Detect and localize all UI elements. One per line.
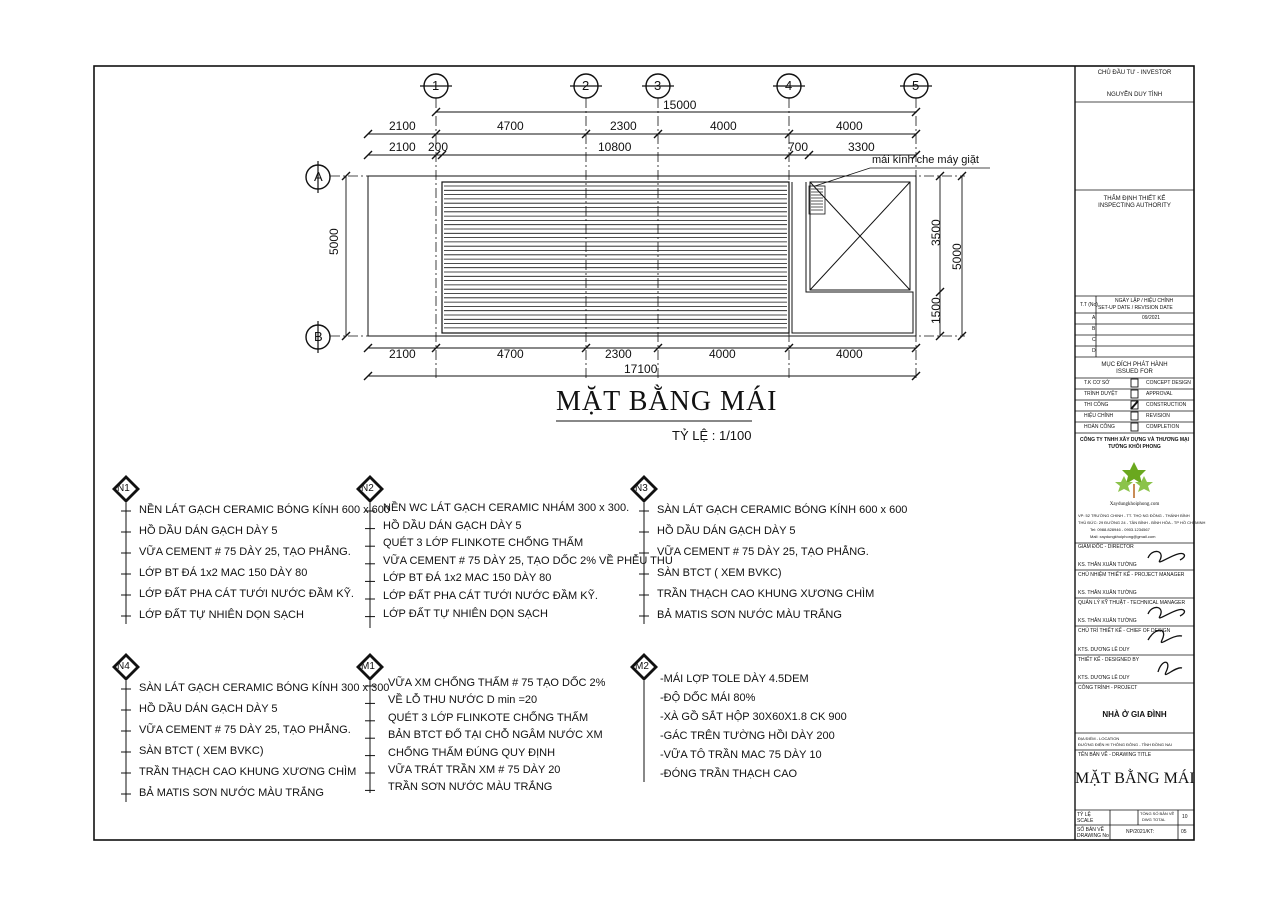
note-line: VỀ LỖ THU NƯỚC D min =20 [388, 694, 538, 707]
tb-website: Xaydungkhoiphong.com [1109, 502, 1160, 507]
tb-designer-label: THIẾT KẾ - DESIGNED BY [1078, 657, 1140, 663]
note-line: VỮA XM CHỐNG THẤM # 75 TẠO DỐC 2% [388, 677, 606, 689]
note-line: LỚP ĐẤT TỰ NHIÊN DỌN SẠCH [139, 609, 304, 621]
note-line: VỮA CEMENT # 75 DÀY 25, TẠO DỐC 2% VỀ PHỄU THU [383, 554, 673, 567]
note-tag-M2: M2 [635, 661, 649, 672]
tb-director-name: KS. THÂN XUÂN TƯỜNG [1078, 562, 1137, 568]
note-line: QUÉT 3 LỚP FLINKOTE CHỐNG THẤM [388, 711, 589, 724]
note-line: -XÀ GỒ SẮT HỘP 30X60X1.8 CK 900 [660, 711, 847, 723]
tb-issued-en-3: REVISION [1146, 413, 1170, 419]
tb-rev-head-3: SET-UP DATE / REVISION DATE [1098, 305, 1173, 311]
note-line: HỒ DẦU DÁN GẠCH DÀY 5 [383, 519, 522, 532]
tb-pm-name: KS. THÂN XUÂN TƯỜNG [1078, 590, 1137, 596]
note-line: SÀN BTCT ( XEM BVKC) [139, 745, 264, 757]
tb-investor-name: NGUYỄN DUY TÌNH [1106, 92, 1163, 98]
tb-rev-code-B: B [1092, 326, 1096, 332]
note-tag-N4: N4 [117, 661, 130, 672]
note-line: BẢN BTCT ĐỔ TẠI CHỖ NGÂM NƯỚC XM [388, 729, 603, 742]
note-block-N2 [383, 500, 673, 623]
tb-dwg-no-label-1: SỐ BẢN VẼ [1077, 827, 1104, 833]
tb-authority-label-2: INSPECTING AUTHORITY [1098, 203, 1171, 209]
note-line: HỒ DẦU DÁN GẠCH DÀY 5 [657, 525, 796, 537]
note-line: NỀN LÁT GẠCH CERAMIC BÓNG KÍNH 600 x 600 [139, 504, 391, 516]
note-line: HỒ DẦU DÁN GẠCH DÀY 5 [139, 703, 278, 715]
tb-rev-head-2: NGÀY LẬP / HIỆU CHỈNH [1115, 298, 1174, 304]
note-line: QUÉT 3 LỚP FLINKOTE CHỐNG THẤM [383, 537, 584, 550]
tb-dwg-no-label-2: DRAWING No [1077, 833, 1109, 839]
dim-top2-3: 700 [788, 140, 809, 154]
note-line: HỒ DẦU DÁN GẠCH DÀY 5 [139, 525, 278, 537]
tb-company-2: TƯỜNG KHÔI PHONG [1108, 444, 1161, 450]
dim-top1-0: 2100 [389, 119, 416, 133]
tb-dwg-no-value: NP/2021/KT: [1126, 829, 1155, 835]
note-line: SÀN BTCT ( XEM BVKC) [657, 567, 782, 579]
tb-pm-label: CHỦ NHIỆM THIẾT KẾ - PROJECT MANAGER [1078, 572, 1185, 578]
note-line: LỚP ĐẤT PHA CÁT TƯỚI NƯỚC ĐẦM KỸ. [383, 589, 598, 602]
canopy-annotation: mái kính che máy giặt [872, 154, 979, 166]
tb-designer-name: KTS. DƯƠNG LÊ DUY [1078, 675, 1130, 681]
tb-sheet-no: 05 [1181, 829, 1187, 835]
note-line: TRẦN THẠCH CAO KHUNG XƯƠNG CHÌM [657, 588, 875, 600]
tb-company-info-3: Tel: 0988.828946 - 0903.1234567 [1090, 527, 1150, 532]
note-block-M1 [388, 675, 605, 797]
grid-label-5: 5 [912, 78, 920, 93]
grid-label-4: 4 [785, 78, 793, 93]
tb-project-name: NHÀ Ở GIA ĐÌNH [1102, 710, 1167, 719]
dim-top2-2: 10800 [598, 140, 632, 154]
tb-tm-name: KS. THÂN XUÂN TƯỜNG [1078, 618, 1137, 624]
company-logo [1115, 462, 1153, 498]
tb-issued-vn-0: T.K CƠ SỞ [1084, 380, 1110, 386]
tb-issued-en-0: CONCEPT DESIGN [1146, 380, 1191, 386]
note-line: BẢ MATIS SƠN NƯỚC MÀU TRẮNG [657, 609, 842, 621]
note-tag-N3: N3 [635, 483, 648, 494]
tb-issued-label-2: ISSUED FOR [1116, 369, 1153, 375]
tb-rev-code-D: D [1092, 348, 1096, 354]
dim-bottom-0: 2100 [389, 347, 416, 361]
note-line: BẢ MATIS SƠN NƯỚC MÀU TRẮNG [139, 787, 324, 799]
note-block-M2 [660, 670, 847, 784]
note-line: -ĐỘ DỐC MÁI 80% [660, 692, 756, 704]
tb-chief-label: CHỦ TRÌ THIẾT KẾ - CHIEF OF DESIGN [1078, 628, 1171, 634]
note-tag-N1: N1 [117, 483, 130, 494]
roof-sheet [442, 182, 789, 333]
dim-bottom-2: 2300 [605, 347, 632, 361]
tb-company-info-4: Mail: xaydungkhoiphong@gmail.com [1090, 534, 1156, 539]
tb-rev-code-A: A [1092, 315, 1096, 321]
tb-issued-label-1: MỤC ĐÍCH PHÁT HÀNH [1101, 362, 1168, 368]
dim-total-bottom: 17100 [624, 362, 658, 376]
tb-company-1: CÔNG TY TNHH XÂY DỰNG VÀ THƯƠNG MẠI [1079, 437, 1190, 443]
dim-top2-0: 2100 [389, 140, 416, 154]
note-line: NỀN WC LÁT GẠCH CERAMIC NHÁM 300 x 300. [383, 502, 630, 514]
grid-label-B: B [314, 329, 323, 344]
note-block-N1 [139, 500, 390, 626]
grid-label-2: 2 [582, 78, 590, 93]
tb-issued-vn-1: TRÌNH DUYỆT [1084, 391, 1118, 397]
drawing-scale: TỶ LỆ : 1/100 [672, 428, 752, 443]
dim-top2-4: 3300 [848, 140, 875, 154]
tb-rev-code-C: C [1092, 337, 1096, 343]
note-block-N3 [657, 500, 907, 626]
note-line: VỮA CEMENT # 75 DÀY 25, TẠO PHẲNG. [657, 546, 869, 558]
tb-chief-name: KTS. DƯƠNG LÊ DUY [1078, 647, 1130, 653]
grid-label-A: A [314, 169, 323, 184]
dim-top2-1: 200 [428, 140, 449, 154]
tb-scale-label-2: SCALE [1077, 818, 1094, 824]
tb-drawing-title: MẶT BẰNG MÁI [1075, 770, 1195, 787]
dim-top1-1: 4700 [497, 119, 524, 133]
dim-total-top: 15000 [663, 98, 697, 112]
dim-left-vertical: 5000 [327, 228, 341, 255]
tb-issued-vn-3: HIỆU CHỈNH [1084, 413, 1114, 419]
tb-total-label-2: DWG TOTAL [1142, 817, 1166, 822]
tb-project-label: CÔNG TRÌNH - PROJECT [1078, 685, 1138, 691]
tb-total-value: 10 [1182, 814, 1188, 820]
dim-top1-4: 4000 [836, 119, 863, 133]
glass-canopy [792, 182, 913, 333]
tb-company-info-1: VP: 52 TRƯỜNG CHINH - TT. THỌ NG ĐỒNG - THÁNH BÌNH [1078, 513, 1190, 518]
note-tag-N2: N2 [361, 483, 374, 494]
tb-issued-en-1: APPROVAL [1146, 391, 1173, 397]
tb-total-label-1: TỔNG SỐ BẢN VẼ [1140, 811, 1175, 816]
dim-right-bottom: 1500 [929, 297, 943, 324]
tb-issued-en-4: COMPLETION [1146, 424, 1180, 430]
note-line: LỚP BT ĐÁ 1x2 MAC 150 DÀY 80 [383, 572, 552, 585]
roof-outline [368, 176, 916, 336]
note-line: TRẦN SƠN NƯỚC MÀU TRẮNG [388, 781, 553, 794]
drawing-title: MẶT BẰNG MÁI [556, 386, 778, 417]
tb-company-info-2: THỦ ĐỨC: 29 ĐƯỜNG 24 - TÂN BÌNH - BÌNH HÒA - TP HỒ CHÍ MINH [1078, 520, 1206, 525]
grid-label-1: 1 [432, 78, 440, 93]
tb-scale-label-1: TỶ LỆ [1077, 812, 1091, 818]
note-line: LỚP ĐẤT TỰ NHIÊN DỌN SẠCH [383, 607, 548, 620]
note-line: VỮA CEMENT # 75 DÀY 25, TẠO PHẲNG. [139, 724, 351, 736]
note-tag-M1: M1 [361, 661, 375, 672]
note-line: TRẦN THẠCH CAO KHUNG XƯƠNG CHÌM [139, 766, 357, 778]
tb-location-value: ĐƯỜNG ĐIỆN HI THÔNG ĐÔNG - TỈNH ĐỒNG NAI [1078, 742, 1172, 747]
dim-bottom-3: 4000 [709, 347, 736, 361]
annotation-leader [815, 168, 990, 186]
note-line: SÀN LÁT GẠCH CERAMIC BÓNG KÍNH 600 x 600 [657, 504, 908, 516]
note-line: VỮA TRÁT TRẦN XM # 75 DÀY 20 [388, 764, 561, 777]
grid-label-3: 3 [654, 78, 662, 93]
tb-rev-date-A: 09/2021 [1142, 315, 1161, 321]
tb-director-label: GIÁM ĐỐC - DIRECTOR [1078, 544, 1134, 550]
note-line: LỚP ĐẤT PHA CÁT TƯỚI NƯỚC ĐẦM KỸ. [139, 588, 354, 600]
tb-investor-label: CHỦ ĐẦU TƯ - INVESTOR [1097, 70, 1172, 76]
dim-bottom-1: 4700 [497, 347, 524, 361]
note-line: -MÁI LỢP TOLE DÀY 4.5DEM [660, 673, 809, 685]
dim-right-top: 3500 [929, 219, 943, 246]
tb-drawing-title-label: TÊN BẢN VẼ - DRAWING TITLE [1078, 752, 1152, 758]
tb-tm-label: QUẢN LÝ KỸ THUẬT - TECHNICAL MANAGER [1078, 600, 1186, 606]
note-line: -ĐÓNG TRẦN THẠCH CAO [660, 768, 798, 780]
note-line: SÀN LÁT GẠCH CERAMIC BÓNG KÍNH 300 x 300 [139, 682, 390, 694]
dim-top1-3: 4000 [710, 119, 737, 133]
note-block-N4 [139, 678, 389, 804]
tb-rev-head-1: T.T (No) [1080, 302, 1098, 308]
note-line: -VỮA TÔ TRẦN MAC 75 DÀY 10 [660, 749, 822, 761]
tb-issued-en-2: CONSTRUCTION [1146, 402, 1187, 408]
dim-right-total: 5000 [950, 243, 964, 270]
tb-issued-vn-2: THI CÔNG [1084, 402, 1109, 408]
note-line: VỮA CEMENT # 75 DÀY 25, TẠO PHẲNG. [139, 546, 351, 558]
note-line: LỚP BT ĐÁ 1x2 MAC 150 DÀY 80 [139, 567, 308, 579]
tb-issued-vn-4: HOÀN CÔNG [1084, 424, 1115, 430]
tb-authority-label-1: THẨM ĐỊNH THIẾT KẾ [1103, 196, 1166, 202]
tb-location-label: ĐỊA ĐIỂM - LOCATION [1078, 736, 1120, 741]
dim-bottom-4: 4000 [836, 347, 863, 361]
dim-top1-2: 2300 [610, 119, 637, 133]
note-line: CHỐNG THẤM ĐÚNG QUY ĐỊNH [388, 746, 556, 759]
note-line: -GÁC TRÊN TƯỜNG HỒI DÀY 200 [660, 730, 835, 742]
